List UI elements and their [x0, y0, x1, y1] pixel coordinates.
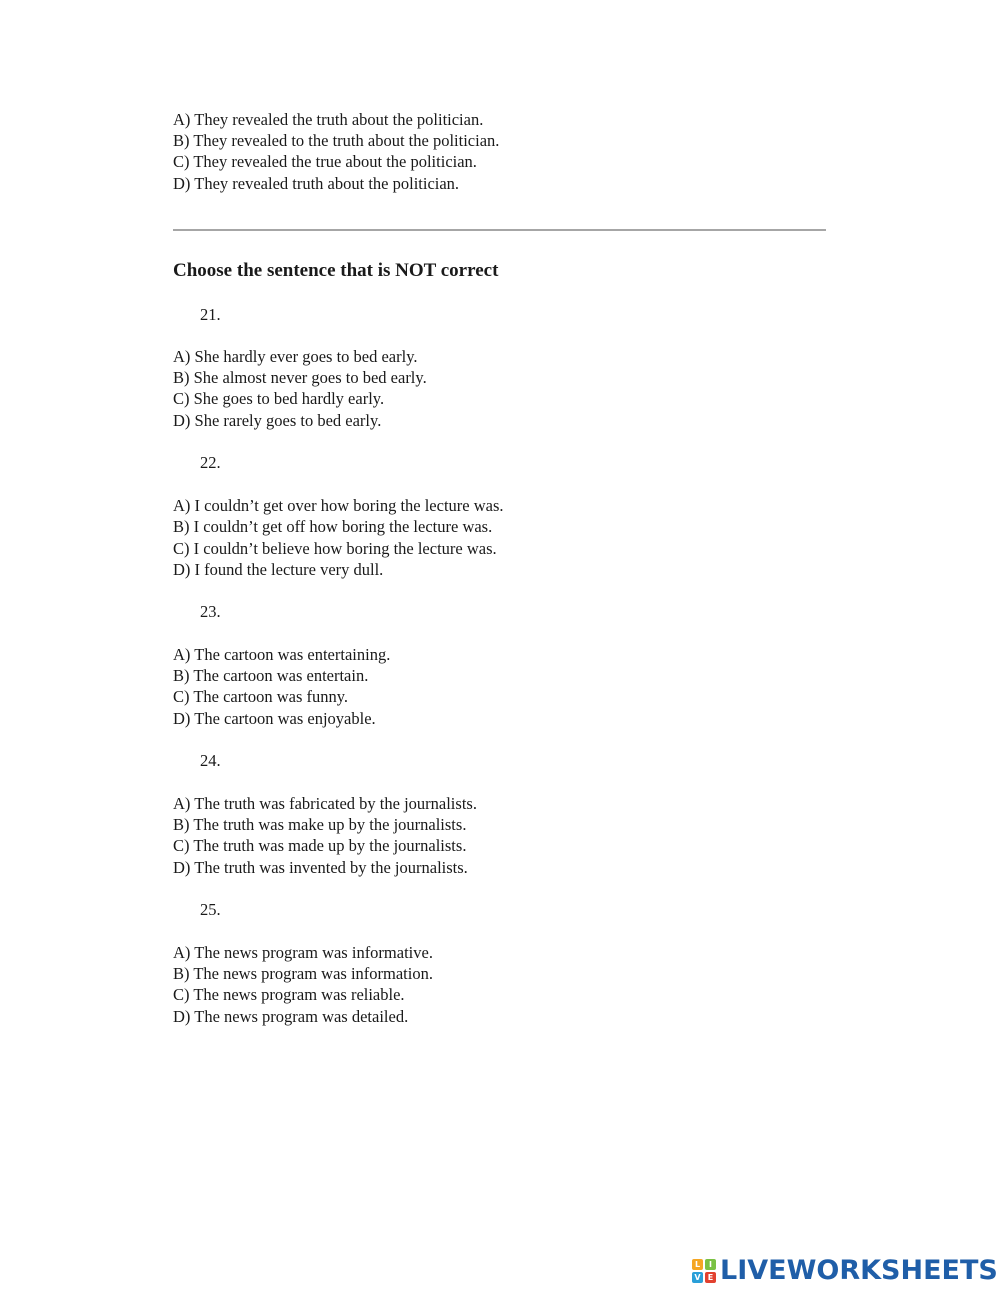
question-number-25: 25.: [200, 900, 221, 919]
logo-mark-icon: [692, 1259, 716, 1283]
logo-text: LIVEWORKSHEETS: [720, 1255, 998, 1286]
logo-mark-cell-i: I: [705, 1259, 716, 1270]
q24-option-c: C) The truth was made up by the journalists.: [173, 836, 467, 855]
q24-option-b: B) The truth was make up by the journalists.: [173, 815, 467, 834]
q23-option-c: C) The cartoon was funny.: [173, 687, 349, 706]
question-number-21: 21.: [200, 305, 221, 324]
liveworksheets-logo: [692, 1257, 998, 1285]
q22-option-d: D) I found the lecture very dull.: [173, 560, 384, 579]
q25-option-a: A) The news program was informative.: [173, 943, 433, 962]
prev-option-b: B) They revealed to the truth about the politician.: [173, 131, 500, 150]
q25-option-c: C) The news program was reliable.: [173, 985, 405, 1004]
section-divider: [173, 229, 826, 231]
q22-option-c: C) I couldn’t believe how boring the lecture was.: [173, 539, 497, 558]
q22-option-a: A) I couldn’t get over how boring the lecture was.: [173, 496, 504, 515]
q25-option-d: D) The news program was detailed.: [173, 1007, 409, 1026]
q24-option-d: D) The truth was invented by the journalists.: [173, 858, 468, 877]
q21-option-b: B) She almost never goes to bed early.: [173, 368, 427, 387]
logo-mark-cell-l: L: [692, 1259, 703, 1270]
prev-option-a: A) They revealed the truth about the politician.: [173, 110, 484, 129]
q22-option-b: B) I couldn’t get off how boring the lecture was.: [173, 517, 493, 536]
q25-option-b: B) The news program was information.: [173, 964, 433, 983]
q21-option-a: A) She hardly ever goes to bed early.: [173, 347, 418, 366]
q23-option-b: B) The cartoon was entertain.: [173, 666, 369, 685]
q23-option-a: A) The cartoon was entertaining.: [173, 645, 391, 664]
question-number-24: 24.: [200, 751, 221, 770]
logo-mark-cell-e: E: [705, 1272, 716, 1283]
prev-option-c: C) They revealed the true about the politician.: [173, 152, 477, 171]
prev-option-d: D) They revealed truth about the politician.: [173, 174, 460, 193]
question-number-22: 22.: [200, 453, 221, 472]
q21-option-c: C) She goes to bed hardly early.: [173, 389, 385, 408]
question-number-23: 23.: [200, 602, 221, 621]
q21-option-d: D) She rarely goes to bed early.: [173, 411, 382, 430]
q23-option-d: D) The cartoon was enjoyable.: [173, 709, 376, 728]
logo-mark-cell-v: V: [692, 1272, 703, 1283]
section-heading: Choose the sentence that is NOT correct: [173, 260, 499, 281]
q24-option-a: A) The truth was fabricated by the journalists.: [173, 794, 477, 813]
